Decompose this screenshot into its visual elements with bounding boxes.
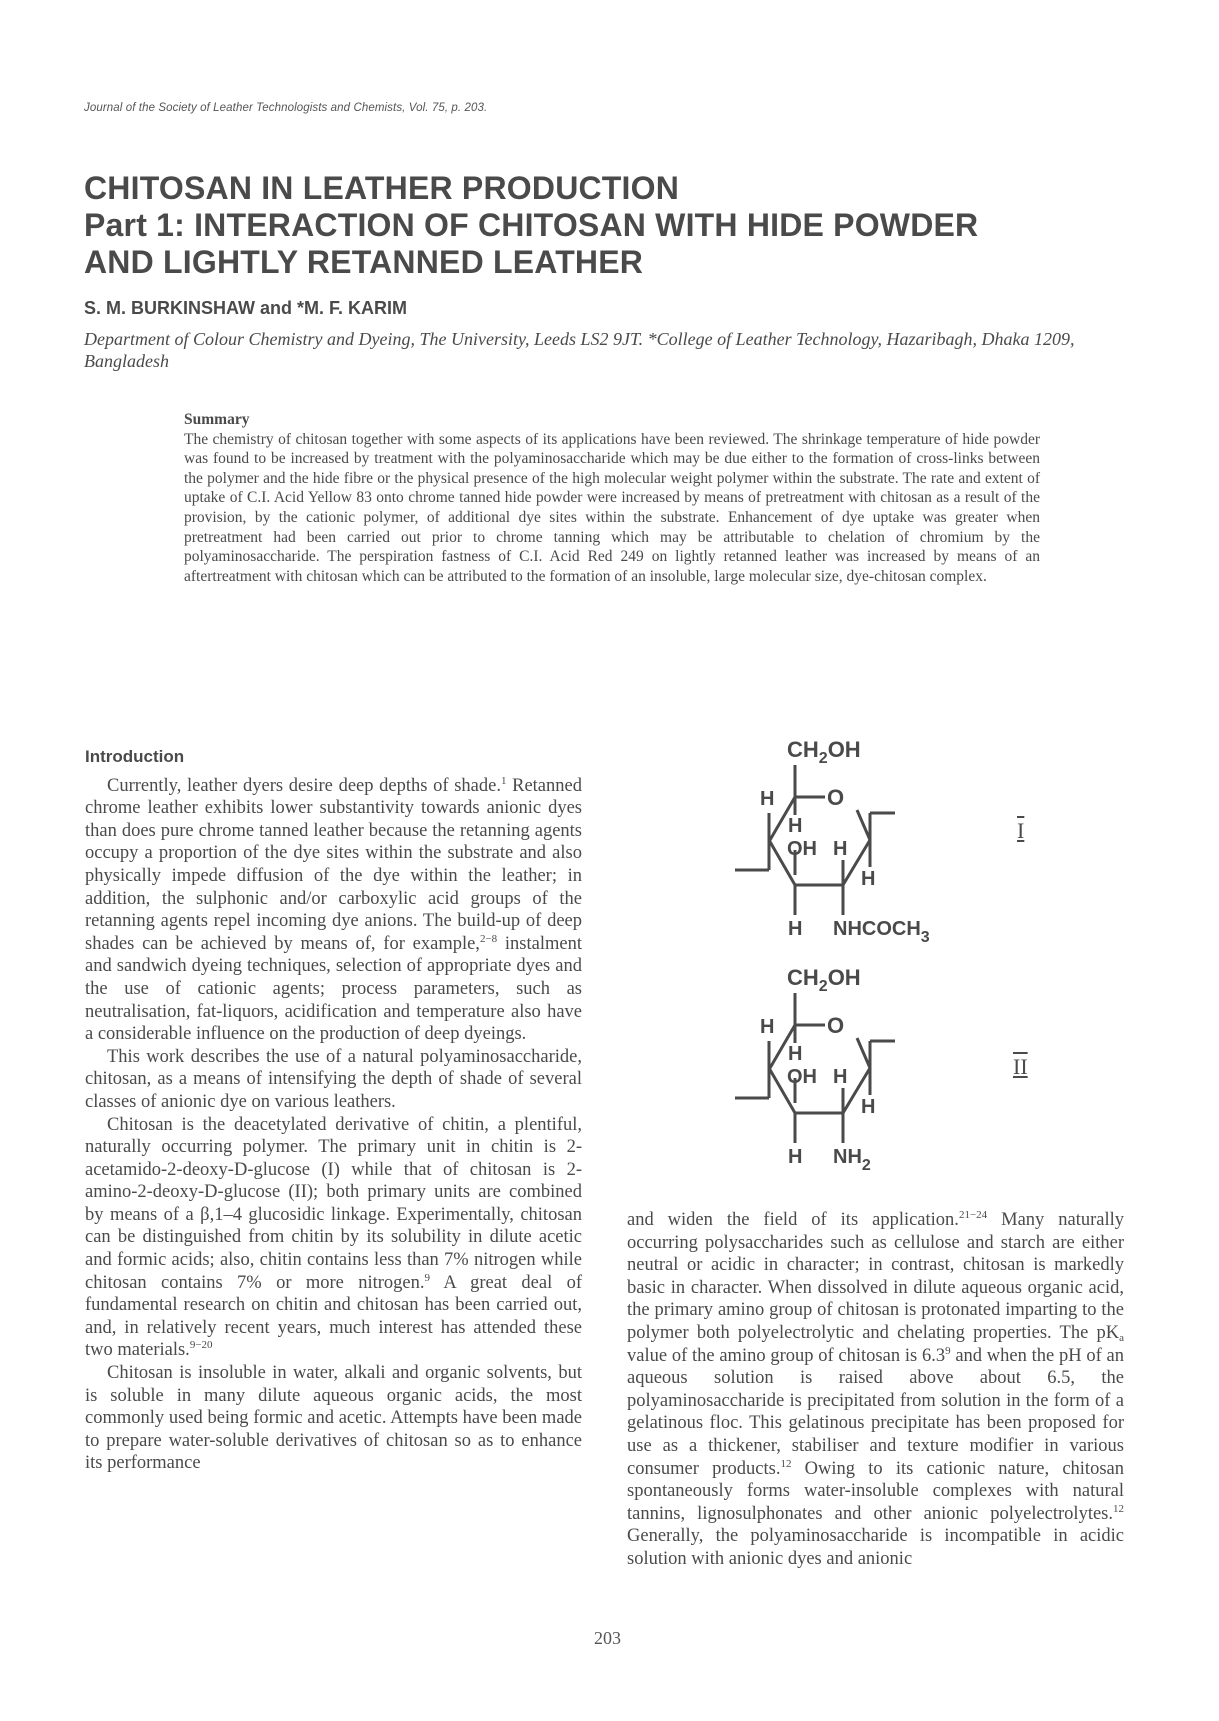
article-title [84, 170, 1144, 281]
title-line-3: AND LIGHTLY RETANNED LEATHER [84, 244, 644, 280]
ring-oxygen: O [827, 1013, 845, 1038]
h-atom: H [833, 838, 848, 860]
ring-oxygen: O [827, 785, 845, 810]
nhcoch3-group: $NHCOCH_3$ [833, 918, 930, 946]
chemical-structure-diagram [715, 735, 1115, 950]
title-line-1: CHITOSAN IN LEATHER PRODUCTION [84, 170, 680, 206]
h-atom: H [788, 918, 803, 940]
text-run: Currently, leather dyers desire deep depths of shade. [107, 775, 501, 796]
right-column [627, 1209, 1124, 1571]
h-atom: H [788, 1146, 803, 1168]
authors: S. M. BURKINSHAW and *M. F. KARIM [84, 298, 407, 318]
subscript: a [1119, 1331, 1124, 1344]
oh-group: OH [787, 1066, 817, 1088]
reference-superscript: 9 [945, 1344, 951, 1357]
summary-heading: Summary [184, 411, 250, 428]
h-atom: H [788, 1043, 803, 1065]
text-run: and widen the field of its application. [627, 1210, 959, 1230]
h-atom: H [861, 868, 876, 890]
text-run: Generally, the polyaminosaccharide is incompatible in acidic solution with anionic dyes and anionic [627, 1526, 1124, 1569]
text-run: Many naturally occurring polysaccharides such as cellulose and starch are either neutral or acidic in character; in contrast, chitosan is markedly basic in character. When dissolved in dilute aqueous organic acid, the primary amino group of chitosan is protonated imparting to the polymer both polyelectrolytic and chelating properties. The pK [627, 1210, 1124, 1343]
reference-superscript: 21−24 [958, 1209, 988, 1221]
reference-superscript: 9 [424, 1271, 431, 1284]
ch2oh-label: $CH_2OH$ [787, 737, 861, 767]
h-atom: H [760, 788, 775, 810]
reference-superscript: 2−8 [479, 932, 498, 945]
left-column [85, 746, 582, 1475]
text-run: Owing to its cationic nature, chitosan spontaneously forms water-insoluble complexes with natural tannins, lignosulphonates and other anionic polyelectrolytes. [627, 1458, 1124, 1524]
title-line-2: Part 1: INTERACTION OF CHITOSAN WITH HIDE POWDER [84, 207, 979, 243]
chemical-structure-diagram [715, 963, 1115, 1178]
reference-superscript: 1 [500, 774, 507, 787]
h-atom: H [788, 815, 803, 837]
text-run: Chitosan is the deacetylated derivative of chitin, a plentiful, naturally occurring polymer. The primary unit in chitin is 2-acetamido-2-deoxy-D-glucose (I) while that of chitosan is 2-amino-2-deoxy-D-glucose (II); both primary units are combined by means of a β,1–4 glucosidic linkage. Experimentally, chitosan can be distinguished from chitin by its solubility in dilute acetic and formic acids; also, chitin contains less than 7% nitrogen while chitosan contains 7% or more nitrogen. [85, 1114, 582, 1293]
structure-II [715, 963, 1115, 1183]
intro-paragraph-1 [85, 775, 582, 1046]
h-atom: H [760, 1016, 775, 1038]
summary-text: The chemistry of chitosan together with some aspects of its applications have been reviewed. The shrinkage temperature of hide powder was found to be increased by treatment with the polyaminosaccharide which may be due either to the formation of cross-links between the polymer and the hide fibre or the physical presence of the high molecular weight polymer within the substrate. The rate and extent of uptake of C.I. Acid Yellow 83 onto chrome tanned hide powder were increased by means of pretreatment with chitosan as a result of the provision, by the cationic polymer, of additional dye sites within the substrate. Enhancement of dye uptake was greater when pretreatment had been carried out prior to chrome tanning which may be attributable to chelation of chromium by the polyaminosaccharide. The perspiration fastness of C.I. Acid Red 249 on lightly retanned leather was increased by means of an aftertreatment with chitosan which can be attributed to the formation of an insoluble, large molecular size, dye-chitosan complex. [184, 430, 1040, 585]
text-run: value of the amino group of chitosan is 6.3 [627, 1345, 946, 1366]
intro-paragraph-4: Chitosan is insoluble in water, alkali and organic solvents, but is soluble in many dilute aqueous organic acids, the most commonly used being formic and acetic. Attempts have been made to prepare water-soluble derivatives of chitosan so as to enhance its performance [85, 1363, 582, 1474]
journal-citation: Journal of the Society of Leather Technologists and Chemists, Vol. 75, p. 203. [84, 102, 488, 114]
affiliation: Department of Colour Chemistry and Dyeing, The University, Leeds LS2 9JT. *College of Leather Technology, Hazaribagh, Dhaka 1209, Bangladesh [84, 329, 1075, 371]
summary-block [184, 410, 1040, 586]
reference-superscript: 9−20 [189, 1339, 213, 1352]
h-atom: H [833, 1066, 848, 1088]
text-run: instalment and sandwich dyeing techniques, selection of appropriate dyes and the use of cationic agents; process parameters, such as neutralisation, fat-liquors, acidification and temperature also have a considerable influence on the production of deep dyeings. [85, 933, 582, 1045]
reference-superscript: 12 [1113, 1502, 1124, 1515]
oh-group: OH [787, 838, 817, 860]
intro-paragraph-4-continued [627, 1209, 1124, 1571]
structure-label-I: I [1017, 818, 1025, 843]
structure-I [715, 735, 1115, 955]
reference-superscript: 12 [780, 1457, 792, 1470]
intro-paragraph-2: This work describes the use of a natural polyaminosaccharide, chitosan, as a means of intensifying the depth of shade of several classes of anionic dye on various leathers. [85, 1046, 582, 1112]
text-run: and when the pH of an aqueous solution is raised above about 6.5, the polyaminosaccharide is precipitated from solution in the form of a gelatinous floc. This gelatinous precipitate has been proposed for use as a thickener, stabiliser and texture modifier in various consumer products. [627, 1345, 1124, 1479]
h-atom: H [861, 1096, 876, 1118]
ch2oh-label: $CH_2OH$ [787, 965, 861, 995]
intro-paragraph-3 [85, 1114, 582, 1363]
page-number: 203 [594, 1628, 621, 1648]
text-run: A great deal of fundamental research on chitin and chitosan has been carried out, and, in relatively recent years, much interest has attended these two materials. [85, 1272, 583, 1361]
text-run: Retanned chrome leather exhibits lower substantivity towards anionic dyes than does pure chrome tanned leather because the retanning agents occupy a proportion of the dye sites within the substrate and also physically impede diffusion of the dye within the leather; in addition, the sulphonic and/or carboxylic acid groups of the retanning agents repel incoming dye anions. The build-up of deep shades can be achieved by means of, for example, [85, 775, 582, 954]
structure-label-II: II [1013, 1054, 1028, 1079]
introduction-heading: Introduction [85, 747, 185, 766]
nh2-group: $NH_2$ [833, 1146, 871, 1174]
